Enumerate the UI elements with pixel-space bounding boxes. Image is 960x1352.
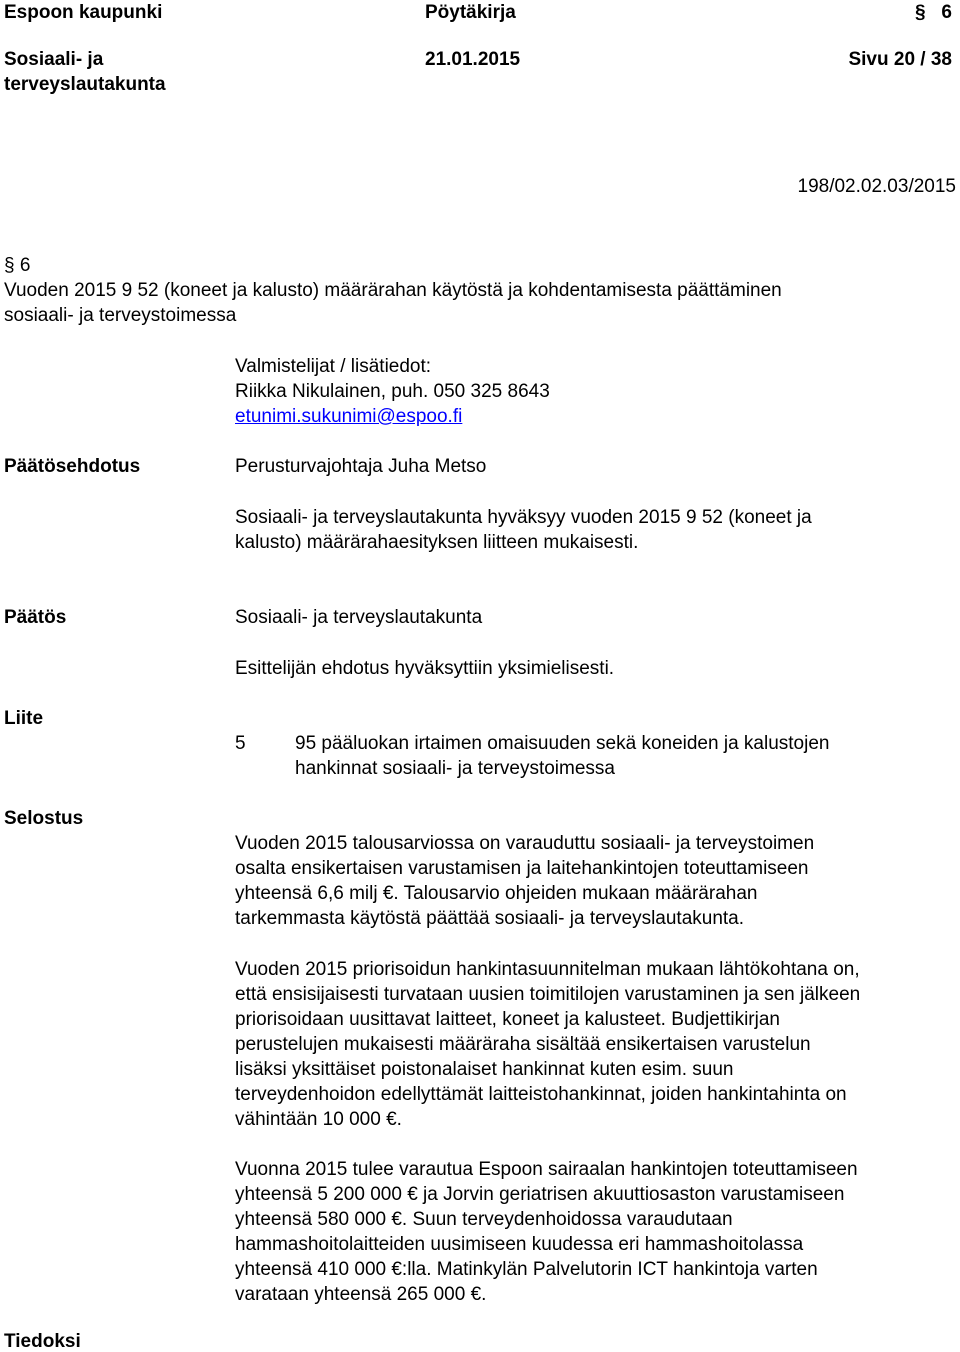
header-date: 21.01.2015 [425, 49, 521, 70]
attachment-number: 5 [235, 733, 246, 754]
attachment-label: Liite [4, 708, 44, 729]
proposal-label: Päätösehdotus [4, 456, 141, 477]
attachment-title: 95 pääluokan irtaimen omaisuuden sekä koneiden ja kalustojen hankinnat sosiaali- ja terveystoimessa [295, 733, 830, 779]
info-label: Tiedoksi [4, 1331, 81, 1352]
statement-paragraph-3: Vuonna 2015 tulee varautua Espoon sairaalan hankintojen toteuttamiseen yhteensä 5 200 000 € ja Jorvin geriatrisen akuuttiosaston varustamiseen yhteensä 580 000 €. Suun terveydenhoidossa varaudutaan hammashoitolaitteiden uusimiseen kuudessa eri hammashoitolassa yhteensä 410 000 €:lla. Matinkylän Palvelutorin ICT hankintoja varten varataan yhteensä 265 000 €. [235, 1159, 858, 1305]
preparer-label: Valmistelijat / lisätiedot: [235, 356, 432, 377]
statement-paragraph-1: Vuoden 2015 talousarviossa on varauduttu sosiaali- ja terveystoimen osalta ensikertaisen varustamisen ja laitehankintojen toteuttamiseen yhteensä 6,6 milj €. Talousarvio ohjeiden mukaan määrärahan tarkemmasta käytöstä päättää sosiaali- ja terveyslautakunta. [235, 833, 815, 929]
decision-label: Päätös [4, 607, 67, 628]
section-heading-number: § 6 [4, 255, 31, 276]
section-title-line2: sosiaali- ja terveystoimessa [4, 305, 237, 326]
preparer-email-link[interactable]: etunimi.sukunimi@espoo.fi [235, 406, 463, 427]
header-page: Sivu 20 / 38 [848, 49, 952, 70]
proposal-text: Sosiaali- ja terveyslautakunta hyväksyy vuoden 2015 9 52 (koneet ja kalusto) määrärahaesityksen liitteen mukaisesti. [235, 507, 812, 553]
header-doc-type: Pöytäkirja [425, 2, 516, 23]
decision-body: Sosiaali- ja terveyslautakunta [235, 607, 483, 628]
header-org: Espoon kaupunki [4, 2, 163, 23]
section-symbol: § [915, 2, 926, 23]
statement-label: Selostus [4, 808, 84, 829]
section-title-line1: Vuoden 2015 9 52 (koneet ja kalusto) määrärahan käytöstä ja kohdentamisesta päättäminen [4, 280, 782, 301]
proposal-proposer: Perusturvajohtaja Juha Metso [235, 456, 487, 477]
case-number: 198/02.02.03/2015 [797, 176, 956, 197]
header-committee-line1: Sosiaali- ja [4, 49, 104, 70]
statement-paragraph-2: Vuoden 2015 priorisoidun hankintasuunnitelman mukaan lähtökohtana on, että ensisijaisesti turvataan uusien toimitilojen varustaminen ja sen jälkeen priorisoidaan uusittavat laitteet, koneet ja kalusteet. Budjettikirjan perustelujen mukaisesti määräraha sisältää ensikertaisen varustelun lisäksi yksittäiset poistonalaiset hankinnat kuten esim. suun terveydenhoidon edellyttämät laitteistohankinnat, joiden hankintahinta on vähintään 10 000 €. [235, 959, 861, 1130]
header-section-number: § 6 [915, 2, 952, 23]
decision-text: Esittelijän ehdotus hyväksyttiin yksimielisesti. [235, 658, 615, 679]
preparer-name: Riikka Nikulainen, puh. 050 325 8643 [235, 381, 550, 402]
header-committee-line2: terveyslautakunta [4, 74, 166, 95]
